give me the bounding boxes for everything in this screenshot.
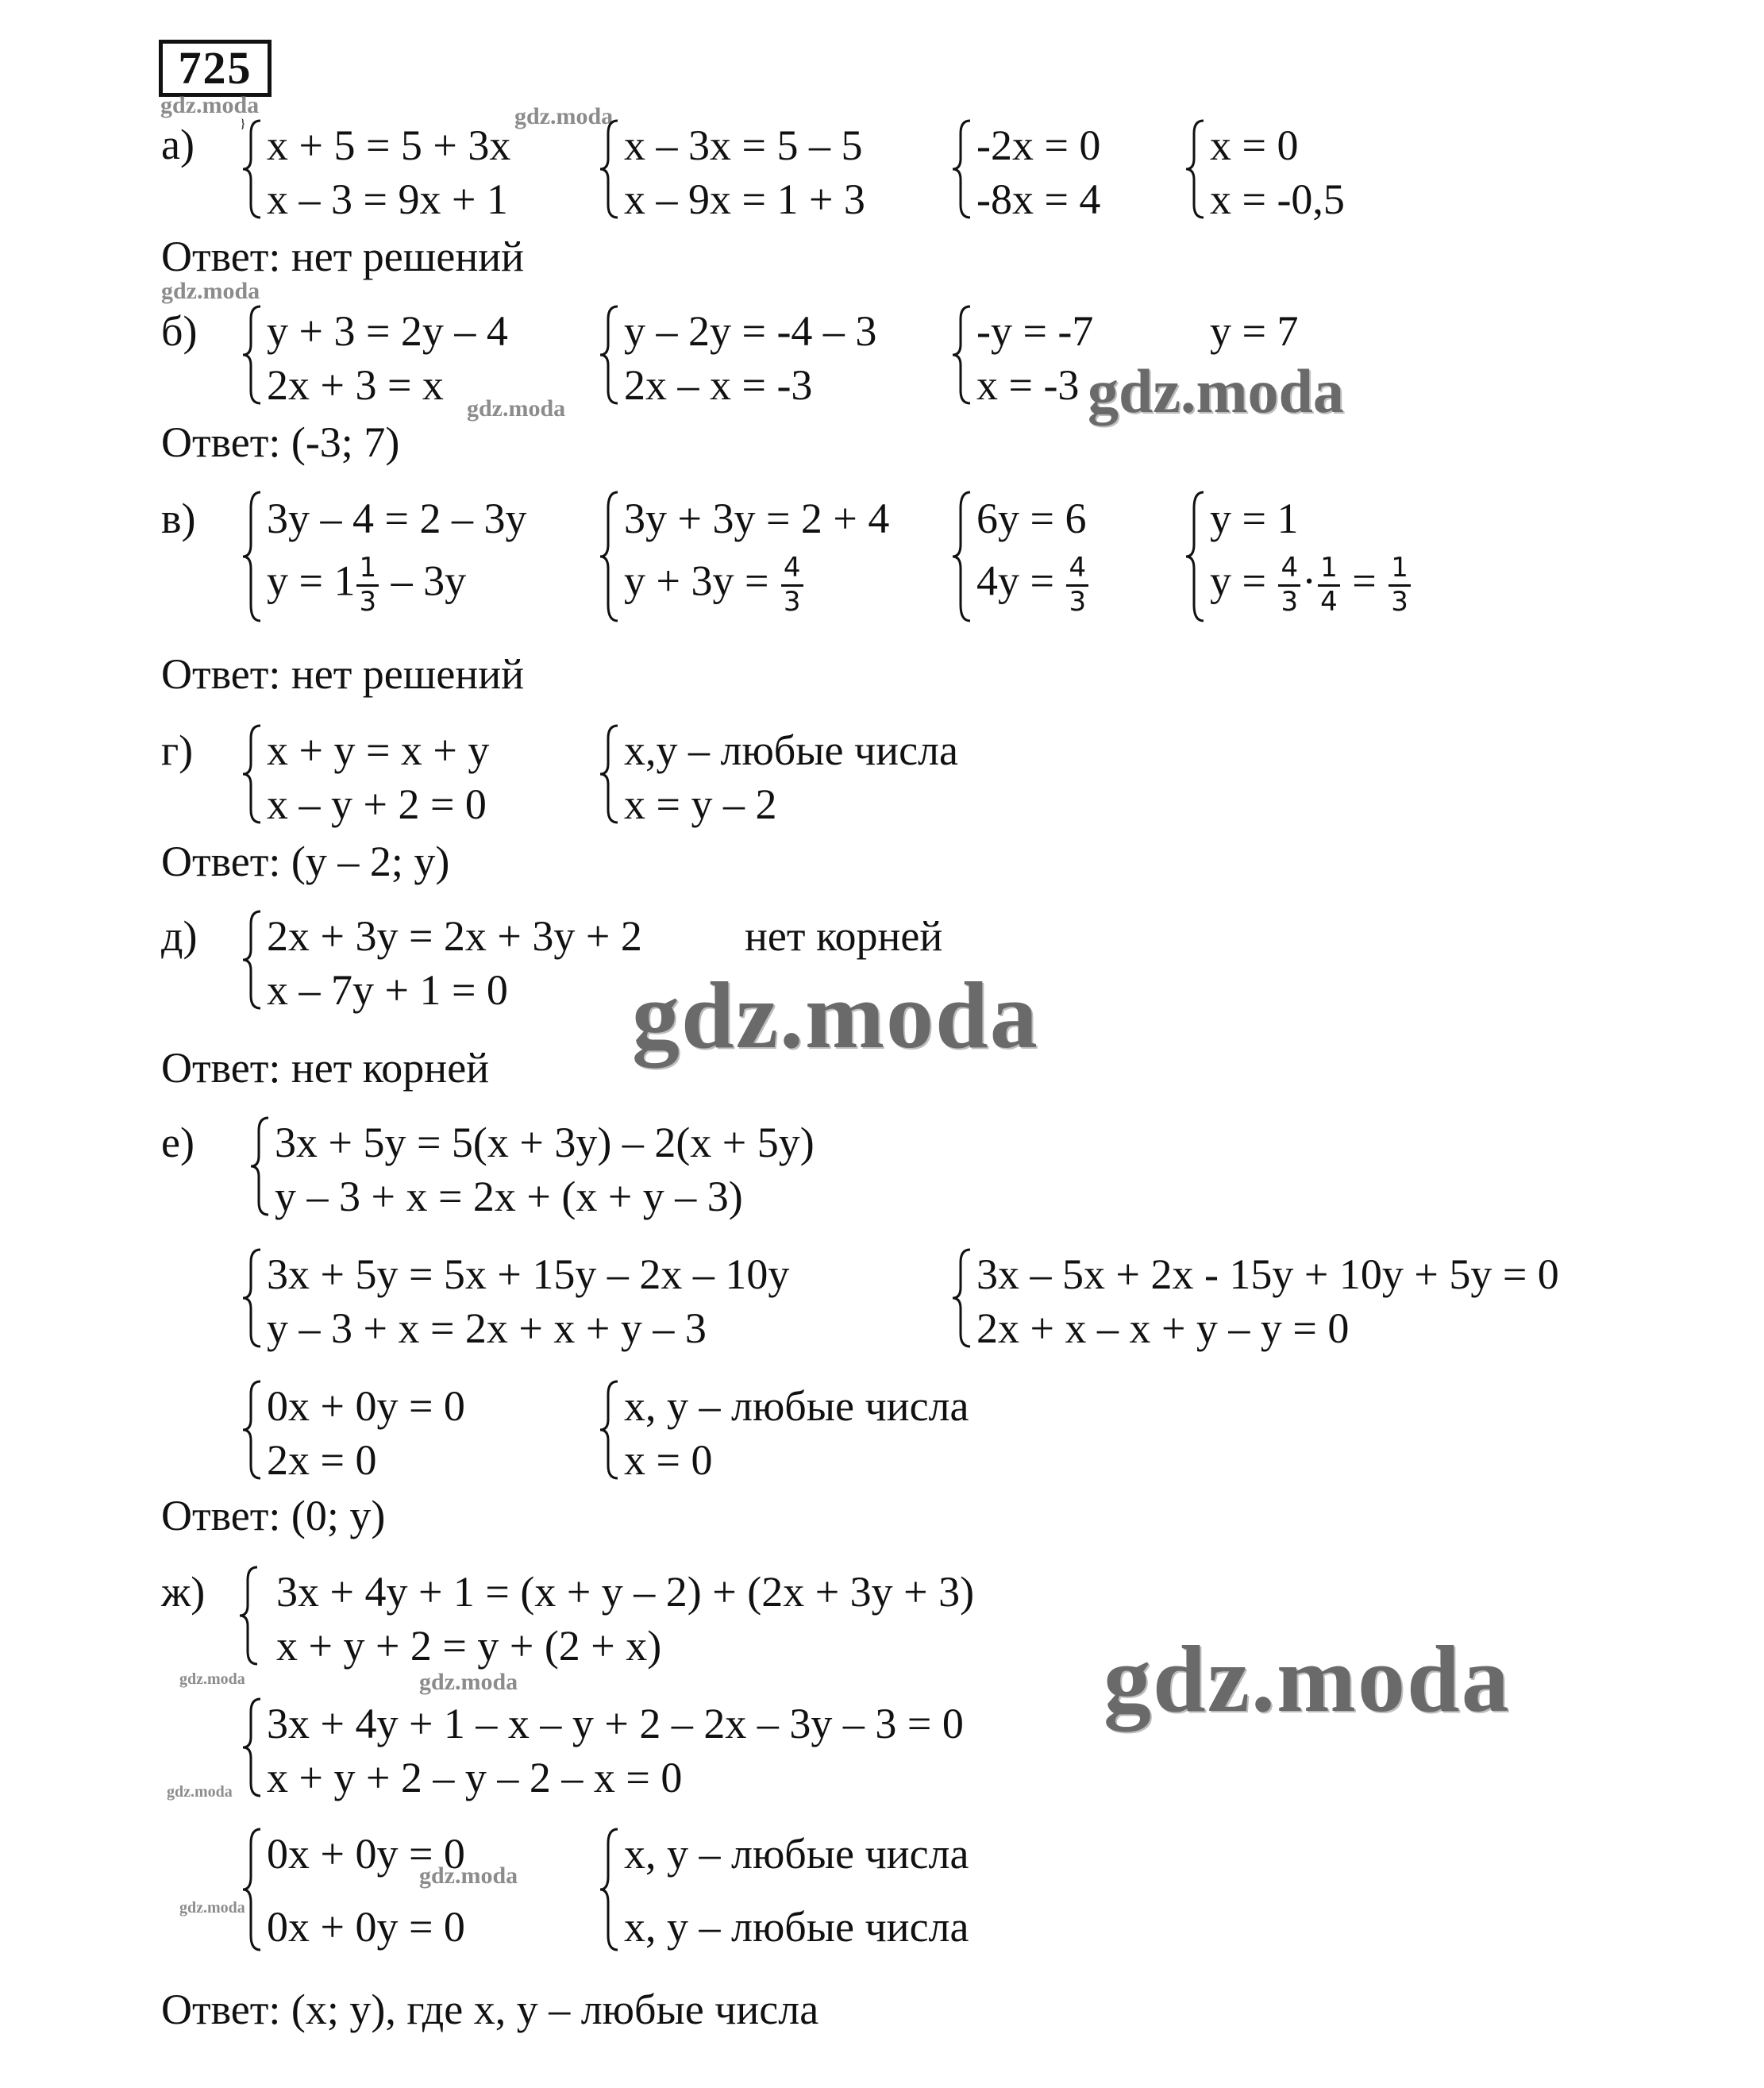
equation: x, y – любые числа [624, 1382, 969, 1430]
equation: x = 0 [1210, 121, 1299, 169]
equation: 2x + 3 = x [267, 361, 444, 409]
equation: y + 3 = 2y – 4 [267, 307, 508, 355]
brace-icon [248, 1115, 272, 1218]
equation: -y = -7 [976, 307, 1094, 355]
equation: 4y = $\frac{4}{3}$ [976, 554, 1090, 616]
equation: 0x + 0y = 0 [267, 1382, 465, 1430]
fraction: $\frac{4}{3}$ [1278, 554, 1300, 616]
equation: y = $\frac{4}{3}$ · $\frac{1}{4}$ = $\frac{1}{3}$ [1210, 554, 1412, 616]
equation: 3x – 5x + 2x - 15y + 10y + 5y = 0 [976, 1250, 1559, 1298]
watermark-large: gdz.moda [1103, 1626, 1511, 1732]
brace-icon [240, 117, 264, 221]
part-b-answer: Ответ: (-3; 7) [161, 418, 400, 466]
brace-icon [240, 1696, 264, 1799]
equation: x = -3 [976, 361, 1080, 409]
equation: 3y + 3y = 2 + 4 [624, 495, 890, 542]
brace-icon [240, 1246, 264, 1350]
part-v-system-4 [1183, 489, 1453, 624]
equation: x = -0,5 [1210, 175, 1345, 223]
equation: x – 7y + 1 = 0 [267, 966, 508, 1014]
part-e-label: е) [161, 1119, 195, 1166]
part-b-label: б) [161, 307, 198, 355]
brace-icon [949, 303, 973, 406]
part-d-system-1 [240, 908, 684, 1014]
brace-icon [240, 722, 264, 826]
equation: x – y + 2 = 0 [267, 780, 487, 828]
fraction: $\frac{1}{3}$ [356, 554, 379, 616]
fraction: $\frac{4}{3}$ [1066, 554, 1088, 616]
watermark-tiny: gdz.moda [167, 1783, 233, 1801]
brace-icon [597, 1826, 621, 1953]
brace-icon [240, 908, 264, 1011]
brace-icon [597, 303, 621, 406]
equation: 3x + 5y = 5x + 15y – 2x – 10y [267, 1250, 790, 1298]
part-e-system-2 [240, 1246, 875, 1350]
watermark-small: gdz.moda [419, 1863, 518, 1889]
equation: x + y + 2 – y – 2 – x = 0 [267, 1754, 683, 1801]
brace-icon [597, 117, 621, 221]
equation: -8x = 4 [976, 175, 1101, 223]
equation: y = 1 $\frac{1}{3}$ – 3y [267, 552, 467, 618]
brace-icon [240, 489, 264, 624]
equation: 3y – 4 = 2 – 3y [267, 495, 527, 542]
equation: x = y – 2 [624, 780, 777, 828]
part-g-system-1 [240, 722, 573, 826]
brace-icon [949, 489, 973, 624]
watermark-small: gdz.moda [419, 1669, 518, 1695]
equation: 0x + 0y = 0 [267, 1830, 465, 1878]
brace-icon [237, 1564, 260, 1667]
part-e-system-4 [240, 1378, 573, 1484]
brace-icon [597, 489, 621, 624]
part-a-system-3 [949, 117, 1156, 221]
equation: 2x + 3y = 2x + 3y + 2 [267, 912, 642, 960]
equation: x + y = x + y [267, 726, 490, 774]
part-zh-system-2 [240, 1696, 1073, 1799]
brace-icon [240, 1378, 264, 1481]
watermark-small: gdz.moda [514, 103, 614, 129]
watermark-small: gdz.moda [467, 395, 566, 422]
part-g-answer: Ответ: (y – 2; y) [161, 838, 450, 885]
equation: 3x + 4y + 1 – x – y + 2 – 2x – 3y – 3 = 0 [267, 1700, 964, 1747]
part-v-system-3 [949, 489, 1156, 624]
equation: x – 9x = 1 + 3 [624, 175, 865, 223]
brace-icon [240, 1826, 264, 1953]
part-a-system-2 [597, 117, 915, 221]
fraction: $\frac{1}{3}$ [1388, 554, 1411, 616]
equation: x, y – любые числа [624, 1903, 969, 1951]
part-e-system-5 [597, 1378, 1010, 1484]
equation: x, y – любые числа [624, 1830, 969, 1878]
part-e-system-3 [949, 1246, 1664, 1350]
part-g-system-2 [597, 722, 1010, 826]
part-zh-system-3 [240, 1826, 573, 1953]
part-v-system-1 [240, 489, 573, 624]
fraction: $\frac{4}{3}$ [781, 554, 803, 616]
fraction: $\frac{1}{4}$ [1318, 554, 1340, 616]
part-zh-system-1 [237, 1564, 1046, 1670]
equation: y – 3 + x = 2x + x + y – 3 [267, 1304, 707, 1352]
part-a-system-4 [1183, 117, 1389, 221]
equation: x + 5 = 5 + 3x [267, 121, 511, 169]
part-b-result: y = 7 [1210, 307, 1299, 355]
watermark-tiny: gdz.moda [179, 1899, 245, 1917]
equation: -2x = 0 [976, 121, 1101, 169]
equation: 3x + 5y = 5(x + 3y) – 2(x + 5y) [275, 1119, 815, 1166]
watermark-tiny: gdz.moda [179, 1670, 245, 1688]
brace-icon [597, 1378, 621, 1481]
equation: 3x + 4y + 1 = (x + y – 2) + (2x + 3y + 3) [276, 1568, 975, 1616]
part-d-note: нет корней [745, 912, 943, 960]
equation: x,y – любые числа [624, 726, 958, 774]
watermark-large: gdz.moda [632, 962, 1039, 1068]
equation: 2x – x = -3 [624, 361, 813, 409]
brace-icon [240, 303, 264, 406]
brace-icon [1183, 117, 1207, 221]
part-v-label: в) [161, 495, 196, 542]
part-v-answer: Ответ: нет решений [161, 650, 525, 698]
problem-number: 725 [159, 40, 272, 97]
part-a-label: а) [161, 121, 195, 168]
part-a-system-1: x + 5 = 5 + 3x x – 3 = 9x + 1 } [240, 117, 511, 223]
brace-icon [597, 722, 621, 826]
watermark-medium: gdz.moda [1088, 356, 1344, 426]
equation: y – 2y = -4 – 3 [624, 307, 877, 355]
part-e-system-1 [248, 1115, 883, 1218]
part-zh-label: ж) [161, 1568, 206, 1616]
part-d-answer: Ответ: нет корней [161, 1044, 490, 1092]
equation: x – 3 = 9x + 1 [267, 175, 508, 223]
watermark-small: gdz.moda [161, 278, 260, 304]
part-d-label: д) [161, 912, 198, 960]
part-b-system-2 [597, 303, 930, 409]
part-g-label: г) [161, 726, 194, 774]
part-e-answer: Ответ: (0; y) [161, 1492, 386, 1539]
equation: x – 3x = 5 – 5 [624, 121, 863, 169]
equation: 2x = 0 [267, 1436, 377, 1484]
equation: y = 1 [1210, 495, 1299, 542]
part-zh-system-4 [597, 1826, 1010, 1953]
equation: 2x + x – x + y – y = 0 [976, 1304, 1350, 1352]
equation: 6y = 6 [976, 495, 1087, 542]
equation: x = 0 [624, 1436, 713, 1484]
equation: x + y + 2 = y + (2 + x) [276, 1622, 662, 1670]
part-zh-answer: Ответ: (x; y), где x, y – любые числа [161, 1986, 819, 2033]
brace-icon [1183, 489, 1207, 624]
brace-icon [949, 1246, 973, 1350]
brace-icon [949, 117, 973, 221]
equation: y – 3 + x = 2x + (x + y – 3) [275, 1173, 743, 1220]
watermark-small: gdz.moda [160, 92, 260, 118]
part-v-system-2 [597, 489, 930, 624]
equation: 0x + 0y = 0 [267, 1903, 465, 1951]
part-a-answer: Ответ: нет решений [161, 233, 525, 280]
equation: y + 3y = $\frac{4}{3}$ [624, 554, 805, 616]
